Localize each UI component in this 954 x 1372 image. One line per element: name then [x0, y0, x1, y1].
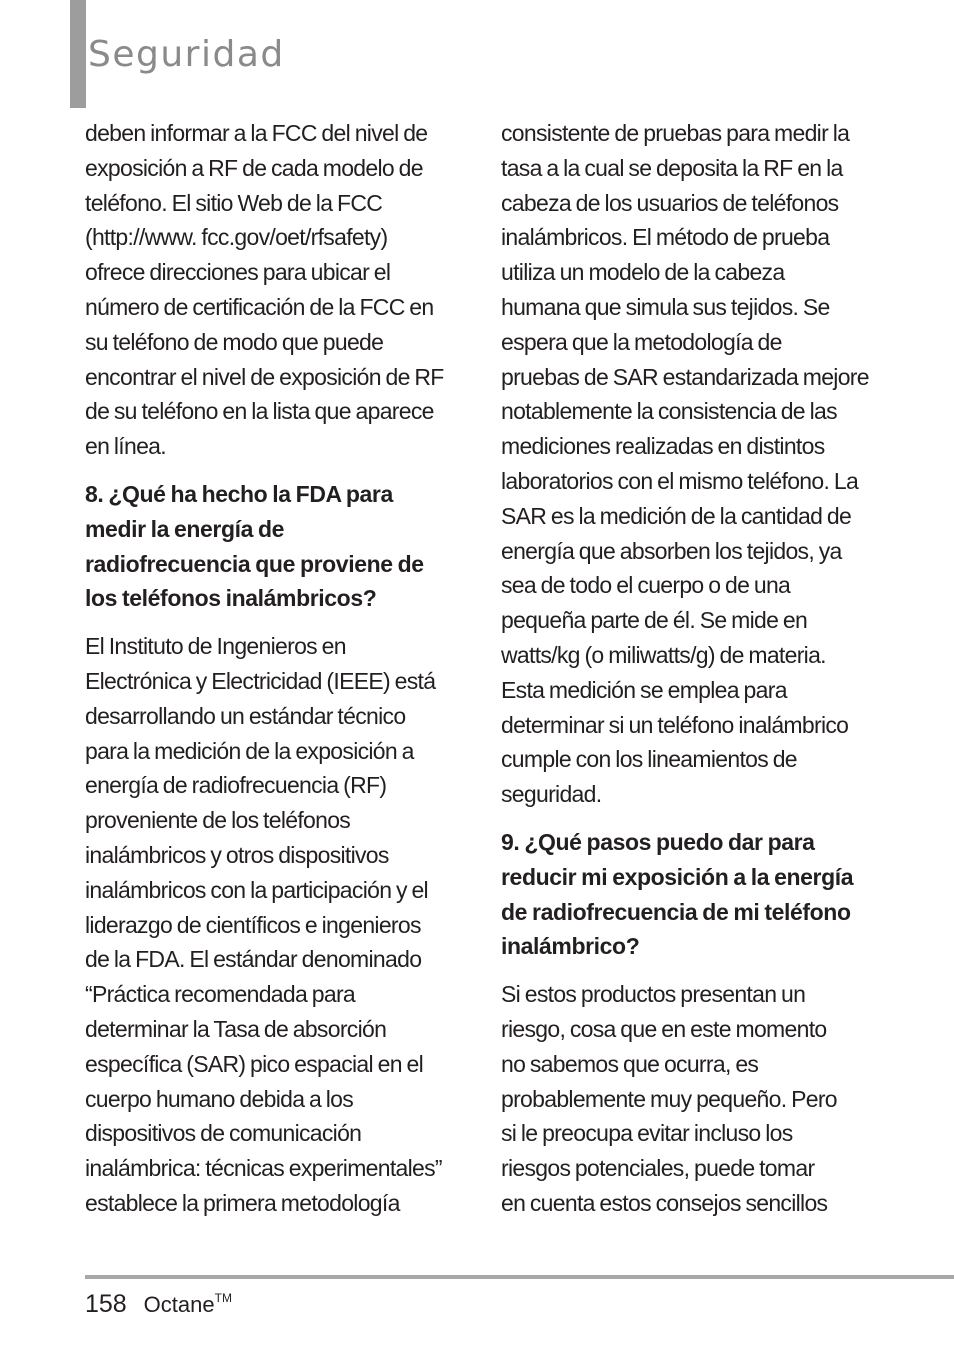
text-line: los teléfonos inalámbricos?	[85, 585, 377, 612]
text-line: cabeza de los usuarios de teléfonos	[501, 189, 839, 216]
text-line: energía de radiofrecuencia (RF)	[85, 772, 387, 799]
text-line: pruebas de SAR estandarizada mejore	[501, 363, 869, 390]
text-line: reducir mi exposición a la energía	[501, 863, 854, 890]
header-accent-bar	[70, 0, 86, 108]
text-line: número de certificación de la FCC en	[85, 293, 434, 320]
text-line: seguridad.	[501, 781, 602, 808]
text-line: 8. ¿Qué ha hecho la FDA para	[85, 480, 393, 507]
page-title: Seguridad	[88, 34, 285, 75]
footer	[85, 1290, 232, 1319]
text-line: específica (SAR) pico espacial en el	[85, 1050, 423, 1077]
text-line: inalámbricos. El método de prueba	[501, 224, 830, 251]
text-line: El Instituto de Ingenieros en	[85, 633, 346, 660]
paragraph	[501, 116, 876, 812]
text-line: radiofrecuencia que proviene de	[85, 550, 424, 577]
text-line: “Práctica recomendada para	[85, 981, 356, 1008]
text-line: cuerpo humano debida a los	[85, 1085, 354, 1112]
text-line: liderazgo de científicos e ingenieros	[85, 911, 421, 938]
text-line: (http://www. fcc.gov/oet/rfsafety)	[85, 224, 388, 251]
text-line: su teléfono de modo que puede	[85, 328, 384, 355]
trademark-symbol: TM	[214, 1291, 232, 1305]
text-line: riesgos potenciales, puede tomar	[501, 1155, 815, 1182]
text-line: medir la energía de	[85, 515, 285, 542]
footer-divider	[85, 1275, 954, 1279]
text-line: humana que simula sus tejidos. Se	[501, 293, 830, 320]
text-line: riesgo, cosa que en este momento	[501, 1015, 827, 1042]
text-line: energía que absorben los tejidos, ya	[501, 537, 842, 564]
page-number: 158	[85, 1290, 127, 1318]
text-line: Si estos productos presentan un	[501, 981, 806, 1008]
text-line: SAR es la medición de la cantidad de	[501, 502, 852, 529]
text-line: sea de todo el cuerpo o de una	[501, 572, 791, 599]
text-line: de la FDA. El estándar denominado	[85, 946, 422, 973]
text-line: inalámbrica: técnicas experimentales”	[85, 1155, 442, 1182]
text-line: espera que la metodología de	[501, 328, 782, 355]
product-name: Octane	[143, 1292, 215, 1317]
text-line: proveniente de los teléfonos	[85, 807, 351, 834]
text-line: exposición a RF de cada modelo de	[85, 154, 423, 181]
text-line: cumple con los lineamientos de	[501, 746, 797, 773]
text-line: en cuenta estos consejos sencillos	[501, 1189, 828, 1216]
text-line: inalámbricos con la participación y el	[85, 876, 428, 903]
text-line: desarrollando un estándar técnico	[85, 702, 406, 729]
question-heading-9	[501, 825, 876, 964]
text-line: consistente de pruebas para medir la	[501, 120, 850, 146]
question-heading-8	[85, 477, 450, 616]
text-line: teléfono. El sitio Web de la FCC	[85, 189, 383, 216]
text-line: de radiofrecuencia de mi teléfono	[501, 898, 851, 925]
text-line: en línea.	[85, 433, 166, 460]
text-line: no sabemos que ocurra, es	[501, 1050, 759, 1077]
text-line: para la medición de la exposición a	[85, 737, 414, 764]
text-line: inalámbrico?	[501, 933, 640, 960]
text-line: inalámbricos y otros dispositivos	[85, 841, 389, 868]
text-line: probablemente muy pequeño. Pero	[501, 1085, 837, 1112]
text-line: dispositivos de comunicación	[85, 1120, 362, 1147]
text-line: deben informar a la FCC del nivel de	[85, 120, 428, 146]
text-line: Electrónica y Electricidad (IEEE) está	[85, 667, 436, 694]
text-line: de su teléfono en la lista que aparece	[85, 398, 434, 425]
text-line: tasa a la cual se deposita la RF en la	[501, 154, 843, 181]
right-column	[501, 116, 876, 1234]
text-line: mediciones realizadas en distintos	[501, 433, 825, 460]
text-line: laboratorios con el mismo teléfono. La	[501, 467, 859, 494]
text-line: watts/kg (o miliwatts/g) de materia.	[501, 641, 826, 668]
text-line: Esta medición se emplea para	[501, 676, 787, 703]
paragraph	[501, 977, 876, 1221]
left-column	[85, 116, 450, 1234]
paragraph	[85, 629, 450, 1221]
paragraph	[85, 116, 450, 464]
text-line: establece la primera metodología	[85, 1189, 400, 1216]
text-line: utiliza un modelo de la cabeza	[501, 259, 785, 286]
text-line: determinar si un teléfono inalámbrico	[501, 711, 849, 738]
text-line: 9. ¿Qué pasos puedo dar para	[501, 828, 815, 855]
text-line: pequeña parte de él. Se mide en	[501, 607, 808, 634]
text-line: notablemente la consistencia de las	[501, 398, 837, 425]
text-line: si le preocupa evitar incluso los	[501, 1120, 793, 1147]
text-line: ofrece direcciones para ubicar el	[85, 259, 391, 286]
text-line: encontrar el nivel de exposición de RF	[85, 363, 444, 390]
text-line: determinar la Tasa de absorción	[85, 1015, 387, 1042]
